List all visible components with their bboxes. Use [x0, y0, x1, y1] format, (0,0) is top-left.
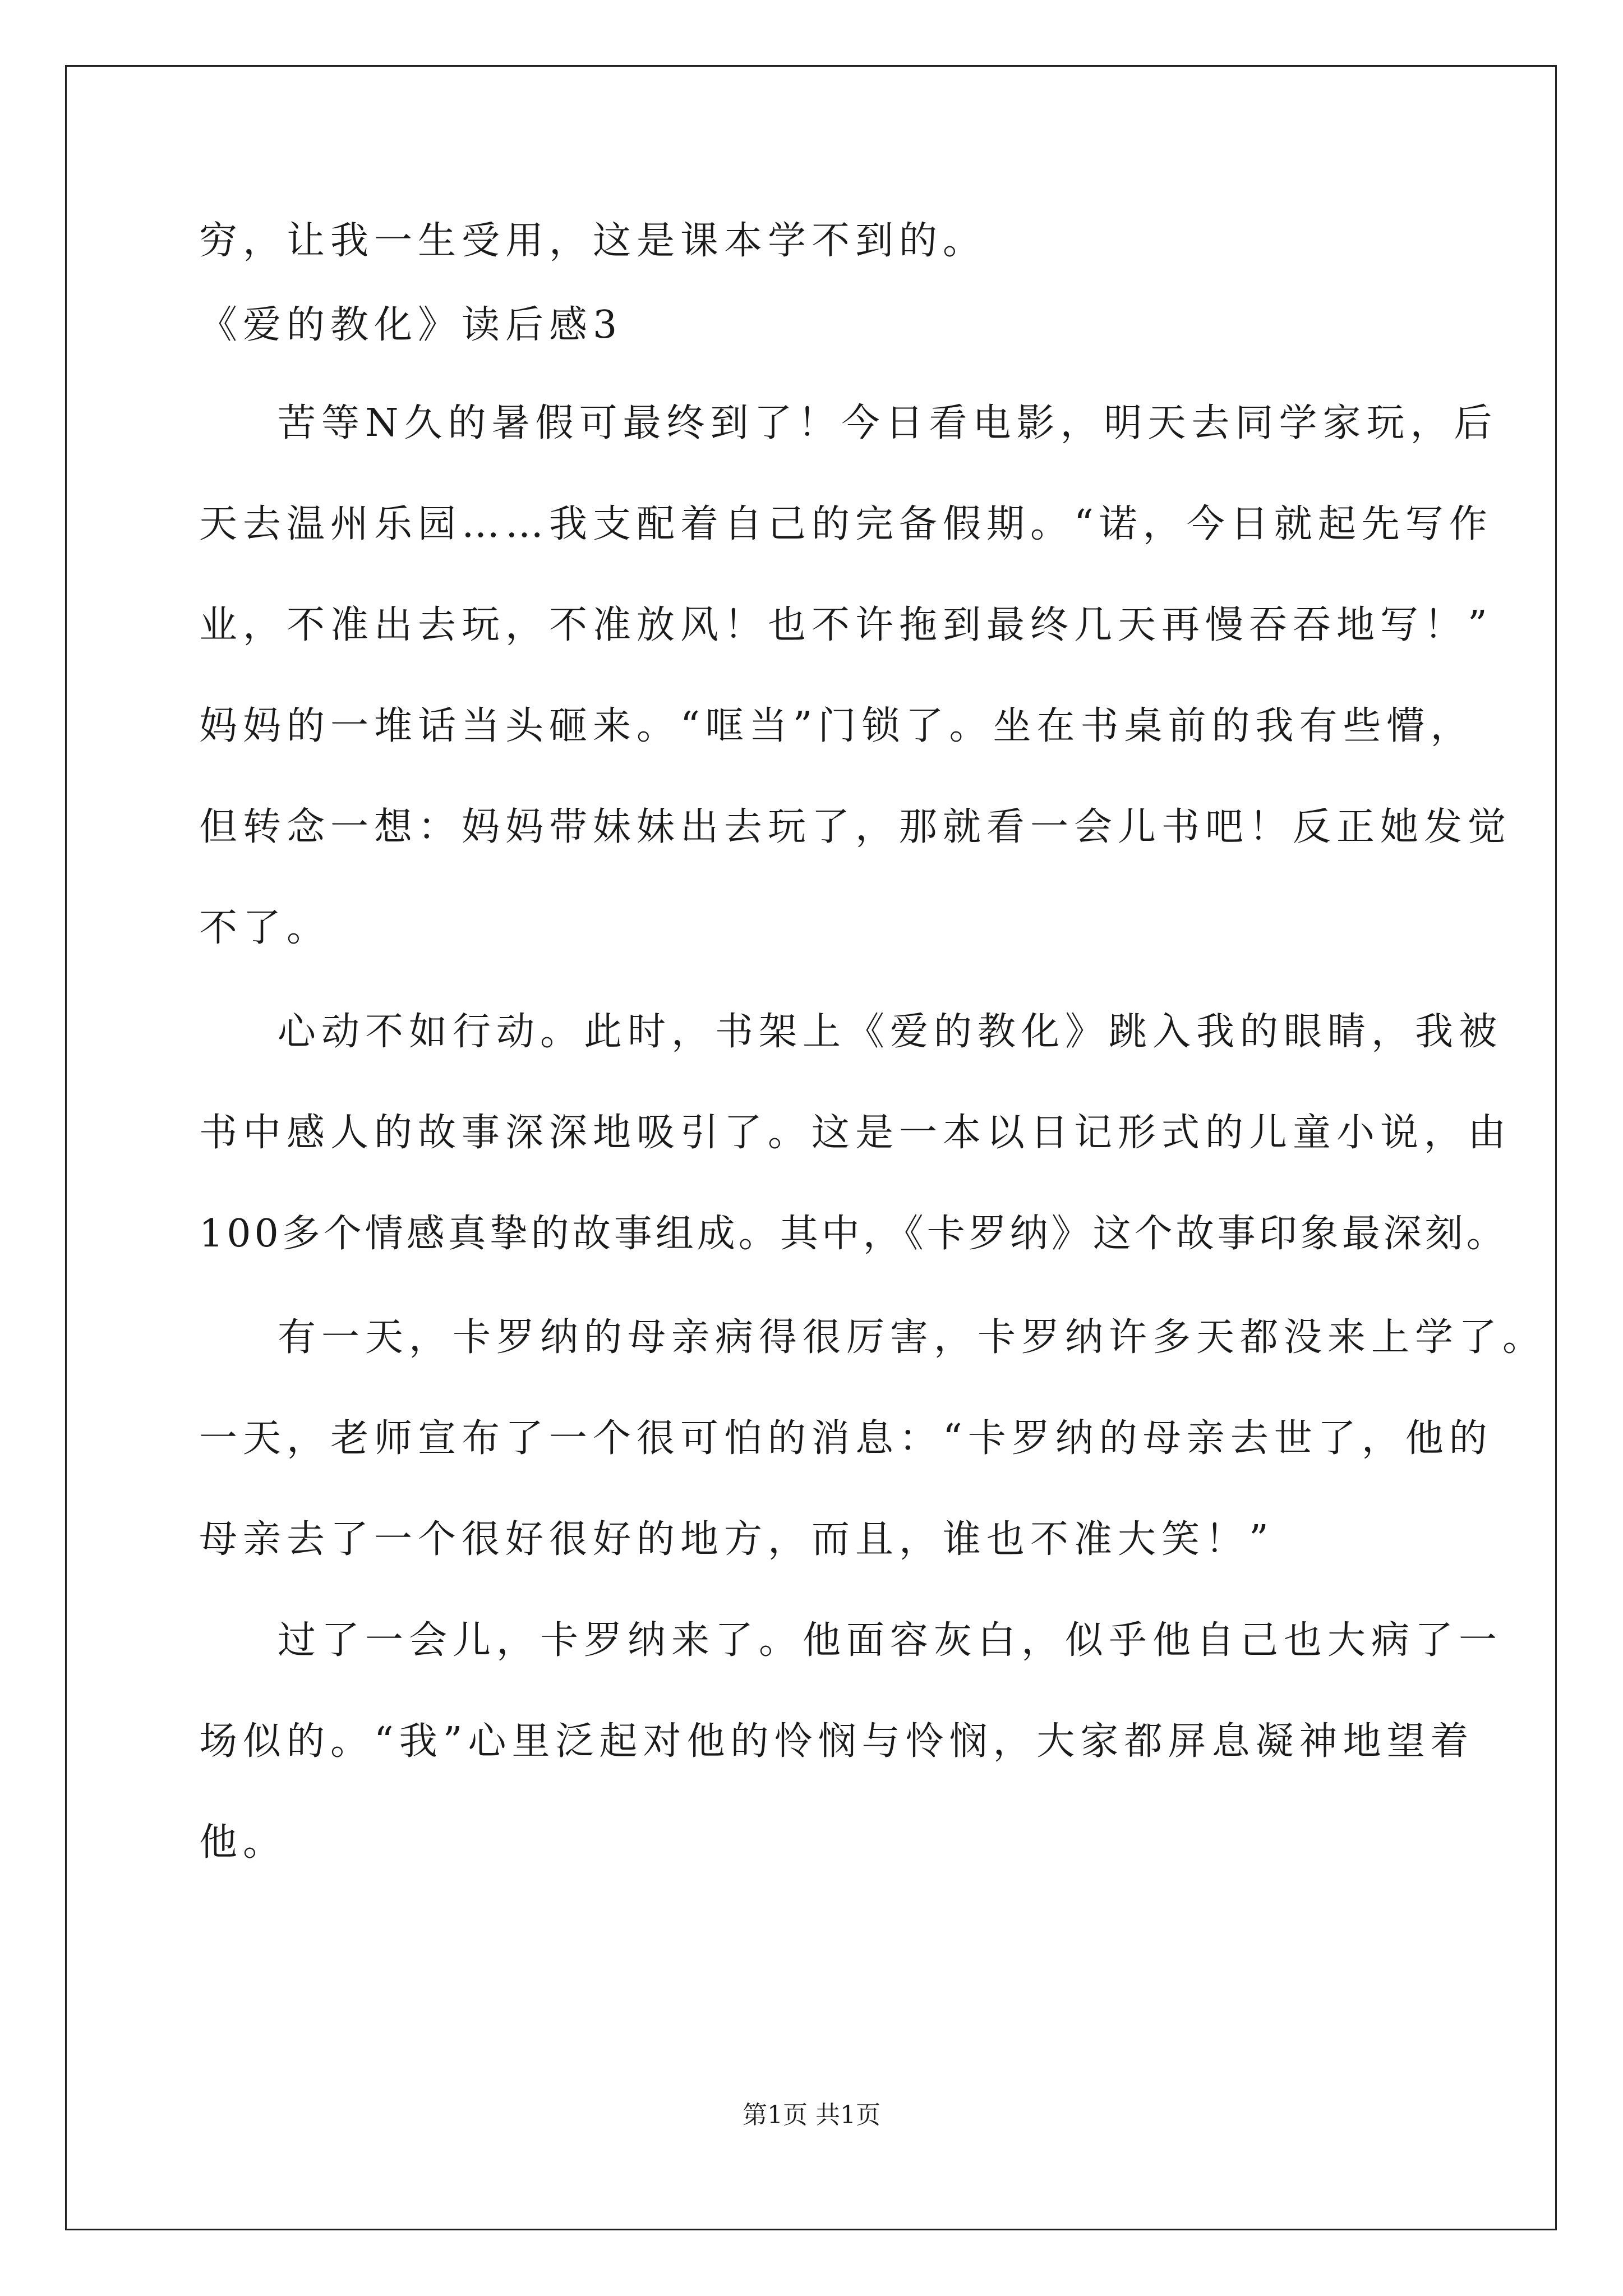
- text-line: 有一天，卡罗纳的母亲病得很厉害，卡罗纳许多天都没来上学了。: [278, 1315, 1547, 1360]
- text-line: 书中感人的故事深深地吸引了。这是一本以日记形式的儿童小说，由: [199, 1111, 1512, 1155]
- text-line: 但转念一想：妈妈带妹妹出去玩了，那就看一会儿书吧！反正她发觉: [199, 805, 1512, 849]
- text-line: 一天，老师宣布了一个很可怕的消息：“卡罗纳的母亲去世了，他的: [199, 1416, 1493, 1461]
- text-line: 100多个情感真挚的故事组成。其中，《卡罗纳》这个故事印象最深刻。: [199, 1212, 1508, 1256]
- text-line: 天去温州乐园……我支配着自己的完备假期。“诺，今日就起先写作: [199, 502, 1493, 546]
- text-line: 业，不准出去玩，不准放风！也不许拖到最终几天再慢吞吞地写！”: [199, 603, 1493, 647]
- text-line: 苦等N久的暑假可最终到了！今日看电影，明天去同学家玩，后: [278, 401, 1498, 445]
- page-footer: 第1页 共1页: [743, 2101, 880, 2129]
- text-line: 不了。: [199, 906, 331, 950]
- text-line: 母亲去了一个很好很好的地方，而且，谁也不准大笑！”: [199, 1517, 1274, 1562]
- section-title: 《爱的教化》读后感3: [199, 303, 623, 347]
- text-line: 场似的。“我”心里泛起对他的怜悯与怜悯，大家都屏息凝神地望着: [199, 1719, 1474, 1764]
- text-line: 过了一会儿，卡罗纳来了。他面容灰白，似乎他自己也大病了一: [278, 1618, 1503, 1663]
- text-line: 心动不如行动。此时，书架上《爱的教化》跳入我的眼睛，我被: [278, 1010, 1503, 1054]
- text-line: 妈妈的一堆话当头砸来。“哐当”门锁了。坐在书桌前的我有些懵，: [199, 704, 1474, 748]
- text-line: 他。: [199, 1820, 287, 1865]
- text-line: 穷，让我一生受用，这是课本学不到的。: [199, 219, 987, 263]
